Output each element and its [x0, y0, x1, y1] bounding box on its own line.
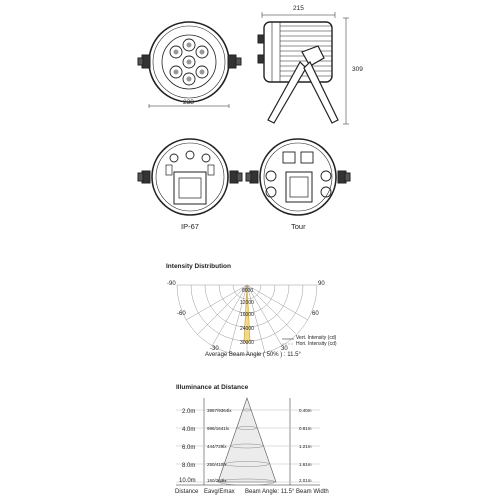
angle-left-mid: -60	[177, 311, 186, 317]
lux-row-2: 986/1641lx	[207, 426, 230, 431]
distance-row-1: 2.0m	[182, 409, 196, 415]
lux-row-4: 250/410lx	[207, 462, 227, 467]
width-row-2: 0.81m	[299, 426, 312, 431]
angle-right-top: 90	[318, 281, 325, 287]
front-view	[138, 22, 241, 108]
label-tour: Tour	[291, 222, 306, 231]
col-beam: Beam Angle: 11.5°	[245, 489, 295, 495]
width-row-1: 0.40m	[299, 408, 312, 413]
angle-left-low: -30	[210, 346, 219, 352]
illuminance-title: Illuminance at Distance	[176, 384, 249, 391]
scale-30000: 30000	[240, 340, 254, 346]
scale-8000: 8000	[242, 288, 254, 294]
intensity-title: Intensity Distribution	[166, 263, 231, 270]
width-row-3: 1.21m	[299, 444, 312, 449]
distance-row-5: 10.0m	[179, 478, 196, 484]
distance-row-2: 4.0m	[182, 427, 196, 433]
lux-row-1: 3867/9364lx	[207, 408, 232, 413]
scale-12000: 12000	[240, 300, 254, 306]
col-lux: Eavg/Emax	[204, 489, 235, 495]
scale-24000: 24000	[240, 326, 254, 332]
scale-16000: 16000	[240, 312, 254, 318]
angle-left-top: -90	[167, 281, 176, 287]
beam-angle-text: Average Beam Angle ( 50% ) : 11.5°	[205, 352, 301, 358]
width-row-4: 1.61m	[299, 462, 312, 467]
distance-row-3: 6.0m	[182, 445, 196, 451]
label-ip67: IP-67	[181, 222, 199, 231]
legend-vert: Vert. Intensity (cd)	[296, 335, 337, 341]
rear-view-ip67	[138, 139, 242, 215]
dim-front-width: 238	[183, 99, 194, 106]
dim-height: 309	[352, 66, 363, 73]
col-width: Beam Width	[296, 489, 329, 495]
distance-row-4: 8.0m	[182, 463, 196, 469]
dim-top-width: 215	[293, 5, 304, 12]
lux-row-5: 160/263lx	[207, 478, 227, 483]
lux-row-3: 444/729lx	[207, 444, 227, 449]
side-view	[258, 12, 349, 124]
legend-hori: Hori. Intensity (cd)	[296, 341, 337, 347]
col-distance: Distance	[175, 489, 199, 495]
angle-right-mid: 60	[312, 311, 319, 317]
rear-view-tour	[246, 139, 350, 215]
width-row-5: 2.01m	[299, 478, 312, 483]
angle-right-low: 30	[281, 346, 288, 352]
